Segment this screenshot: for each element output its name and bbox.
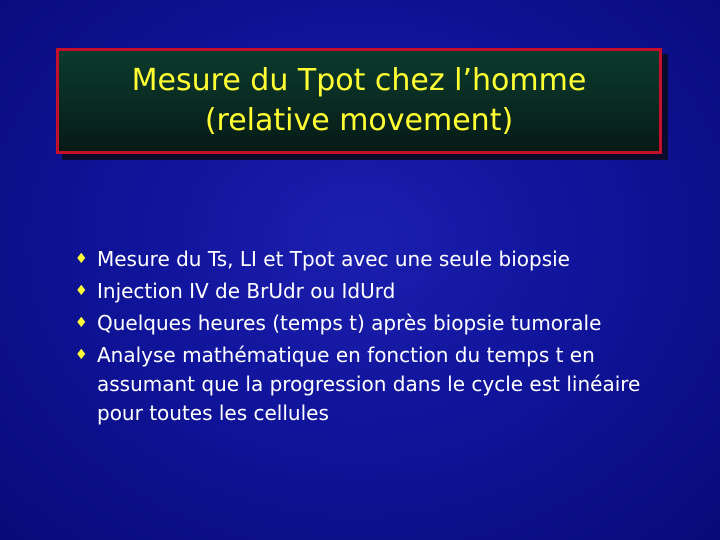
diamond-bullet-icon: ♦ bbox=[75, 251, 88, 267]
diamond-bullet-icon: ♦ bbox=[75, 283, 88, 299]
bullet-text: Quelques heures (temps t) après biopsie tumorale bbox=[97, 311, 602, 335]
bullet-list bbox=[75, 245, 675, 431]
bullet-item bbox=[75, 277, 675, 306]
title-line-1: Mesure du Tpot chez l’homme bbox=[131, 63, 587, 98]
title-line-2: (relative movement) bbox=[204, 103, 514, 138]
title-box bbox=[56, 48, 662, 154]
bullet-text: Analyse mathématique en fonction du temps t en assumant que la progression dans le cycle est linéaire pour toutes les cellules bbox=[97, 343, 641, 425]
slide-title bbox=[132, 61, 587, 141]
bullet-item bbox=[75, 341, 675, 428]
bullet-item bbox=[75, 309, 675, 338]
bullet-text: Injection IV de BrUdr ou IdUrd bbox=[97, 279, 396, 303]
diamond-bullet-icon: ♦ bbox=[75, 315, 88, 331]
bullet-item bbox=[75, 245, 675, 274]
diamond-bullet-icon: ♦ bbox=[75, 347, 88, 363]
bullet-text: Mesure du Ts, LI et Tpot avec une seule biopsie bbox=[97, 247, 570, 271]
